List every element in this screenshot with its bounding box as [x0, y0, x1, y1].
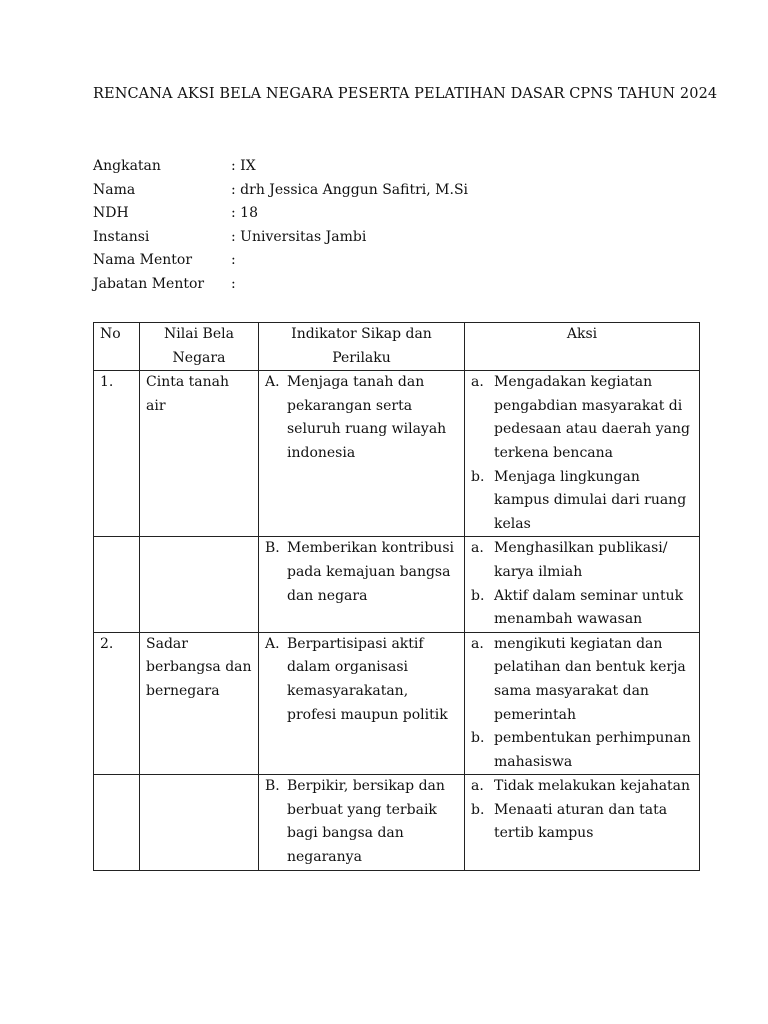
item-marker: b. — [471, 801, 485, 818]
action-plan-table — [93, 322, 700, 871]
info-value: : — [231, 275, 236, 292]
info-row-jabatan-mentor — [93, 273, 468, 297]
item-marker: A. — [265, 374, 280, 391]
item-marker: B. — [265, 778, 280, 795]
row-number: 1. — [94, 371, 140, 537]
item-marker: b. — [471, 730, 485, 747]
info-label: Instansi — [93, 228, 150, 245]
header-no: No — [94, 323, 140, 371]
info-label: Jabatan Mentor — [93, 275, 205, 292]
row-indikator — [259, 775, 465, 870]
indikator-item — [265, 775, 458, 869]
info-row-nama — [93, 179, 468, 203]
item-marker: B. — [265, 540, 280, 557]
info-row-instansi — [93, 226, 468, 250]
item-marker: a. — [471, 635, 484, 652]
item-marker: a. — [471, 778, 484, 795]
table-row — [94, 632, 700, 775]
aksi-item — [471, 633, 693, 727]
info-value: : drh Jessica Anggun Safitri, M.Si — [231, 181, 469, 198]
aksi-item — [471, 371, 693, 465]
item-text: Aktif dalam seminar untuk menambah wawasan — [494, 587, 684, 628]
table-row — [94, 775, 700, 870]
table-row — [94, 371, 700, 537]
item-marker: b. — [471, 587, 485, 604]
info-row-nama-mentor — [93, 249, 468, 273]
item-text: Menaati aturan dan tata tertib kampus — [494, 801, 668, 842]
item-text: Berpartisipasi aktif dalam organisasi kemasyarakatan, profesi maupun politik — [287, 635, 448, 723]
indikator-item — [265, 633, 458, 727]
item-marker: a. — [471, 374, 484, 391]
aksi-item — [471, 775, 693, 799]
item-marker: a. — [471, 540, 484, 557]
row-nilai — [140, 775, 259, 870]
header-nilai: Nilai Bela Negara — [140, 323, 259, 371]
item-marker: b. — [471, 468, 485, 485]
aksi-item — [471, 466, 693, 537]
header-indikator: Indikator Sikap dan Perilaku — [259, 323, 465, 371]
info-value: : IX — [231, 158, 256, 174]
row-aksi — [465, 371, 700, 537]
row-aksi — [465, 632, 700, 775]
item-text: Mengadakan kegiatan pengabdian masyarakat di pedesaan atau daerah yang terkena bencana — [494, 374, 690, 461]
row-number — [94, 537, 140, 632]
item-text: Menjaga tanah dan pekarangan serta seluruh ruang wilayah indonesia — [287, 374, 447, 461]
aksi-item — [471, 799, 693, 846]
header-aksi: Aksi — [465, 323, 700, 371]
table-row — [94, 537, 700, 632]
row-nilai: Sadar berbangsa dan bernegara — [140, 632, 259, 775]
info-row-ndh — [93, 202, 468, 226]
participant-info — [93, 155, 468, 297]
row-indikator — [259, 632, 465, 775]
row-aksi — [465, 775, 700, 870]
info-label: NDH — [93, 205, 129, 222]
aksi-item — [471, 585, 693, 632]
row-aksi — [465, 537, 700, 632]
item-text: Berpikir, bersikap dan berbuat yang terbaik bagi bangsa dan negaranya — [287, 778, 445, 866]
info-label: Nama — [93, 181, 136, 198]
indikator-item — [265, 371, 458, 465]
row-number: 2. — [94, 632, 140, 775]
row-indikator — [259, 537, 465, 632]
indikator-item — [265, 537, 458, 608]
info-label: Angkatan — [93, 158, 161, 174]
row-nilai: Cinta tanah air — [140, 371, 259, 537]
info-row-angkatan — [93, 155, 468, 179]
item-marker: A. — [265, 635, 280, 652]
aksi-item — [471, 537, 693, 584]
info-value: : 18 — [231, 205, 258, 222]
info-value: : — [231, 252, 236, 269]
item-text: Memberikan kontribusi pada kemajuan bangsa dan negara — [287, 540, 454, 604]
item-text: pembentukan perhimpunan mahasiswa — [494, 730, 691, 770]
aksi-item — [471, 727, 693, 774]
row-indikator — [259, 371, 465, 537]
item-text: Tidak melakukan kejahatan — [494, 778, 691, 795]
item-text: Menghasilkan publikasi/ karya ilmiah — [494, 540, 668, 580]
row-nilai — [140, 537, 259, 632]
item-text: Menjaga lingkungan kampus dimulai dari ruang kelas — [494, 468, 687, 532]
info-label: Nama Mentor — [93, 252, 193, 269]
document-title: RENCANA AKSI BELA NEGARA PESERTA PELATIHAN DASAR CPNS TAHUN 2024 — [93, 86, 718, 102]
item-text: mengikuti kegiatan dan pelatihan dan bentuk kerja sama masyarakat dan pemerintah — [494, 635, 686, 723]
info-value: : Universitas Jambi — [231, 228, 367, 245]
table-header-row — [94, 323, 700, 371]
row-number — [94, 775, 140, 870]
